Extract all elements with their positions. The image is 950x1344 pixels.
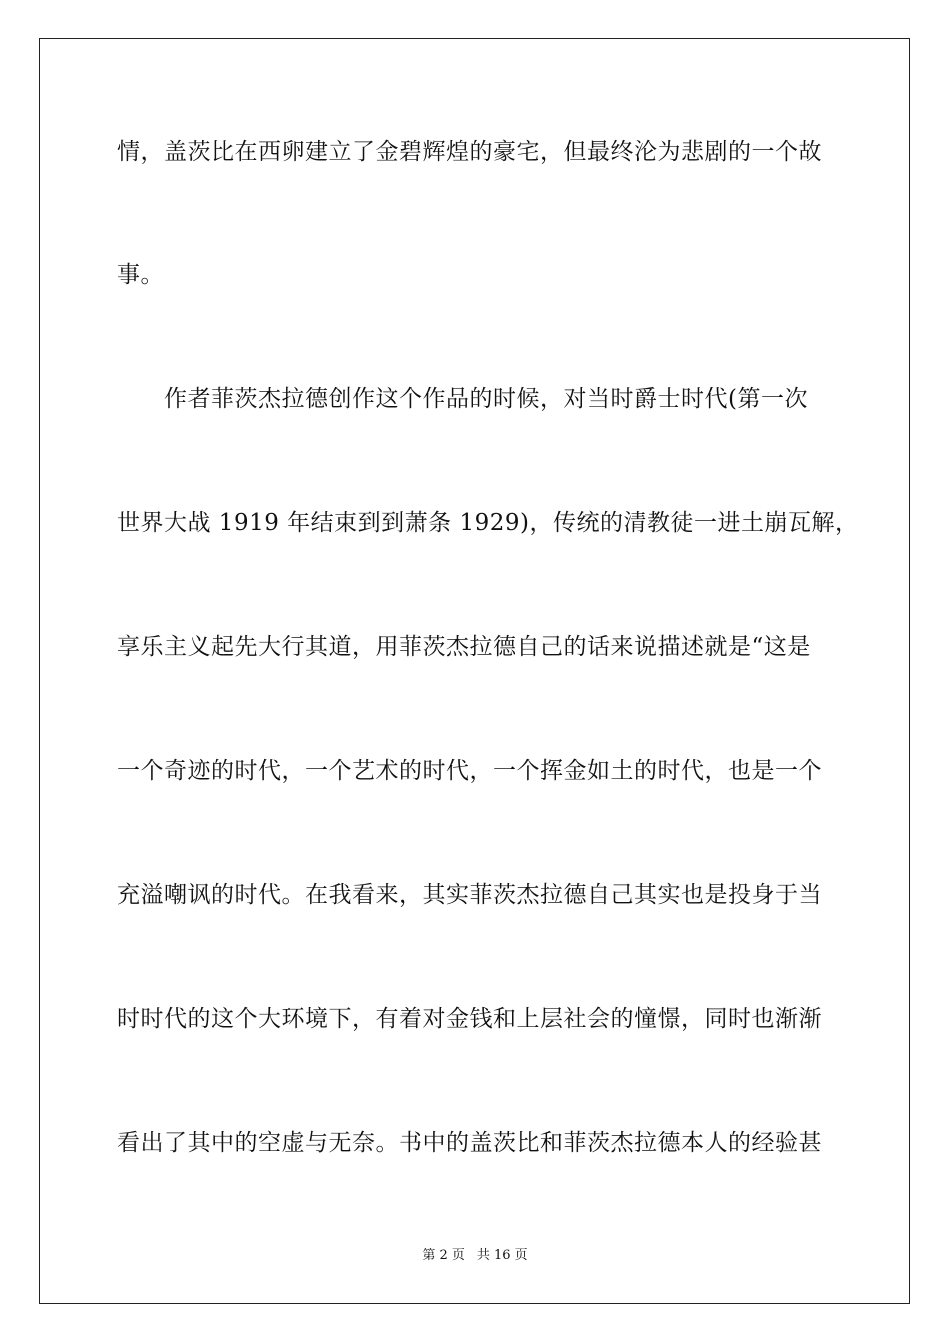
page-border — [39, 38, 910, 1304]
body-line-2: 事。 — [117, 262, 164, 288]
body-line-4: 世界大战 1919 年结束到到萧条 1929)，传统的清教徒一进土崩瓦解， — [117, 510, 859, 536]
body-line-9: 看出了其中的空虚与无奈。书中的盖茨比和菲茨杰拉德本人的经验甚 — [117, 1130, 822, 1156]
page-footer — [0, 1248, 950, 1264]
page-number: 第 2 页 — [422, 1248, 465, 1263]
body-line-1: 情，盖茨比在西卵建立了金碧辉煌的豪宅，但最终沦为悲剧的一个故 — [117, 139, 822, 165]
body-line-6: 一个奇迹的时代，一个艺术的时代，一个挥金如土的时代，也是一个 — [117, 758, 822, 784]
body-line-8: 时时代的这个大环境下，有着对金钱和上层社会的憧憬，同时也渐渐 — [117, 1006, 822, 1032]
body-line-7: 充溢嘲讽的时代。在我看来，其实菲茨杰拉德自己其实也是投身于当 — [117, 882, 822, 908]
page-total: 共 16 页 — [476, 1248, 528, 1263]
body-line-3: 作者菲茨杰拉德创作这个作品的时候，对当时爵士时代(第一次 — [164, 386, 808, 412]
body-line-5: 享乐主义起先大行其道，用菲茨杰拉德自己的话来说描述就是“这是 — [117, 634, 811, 660]
